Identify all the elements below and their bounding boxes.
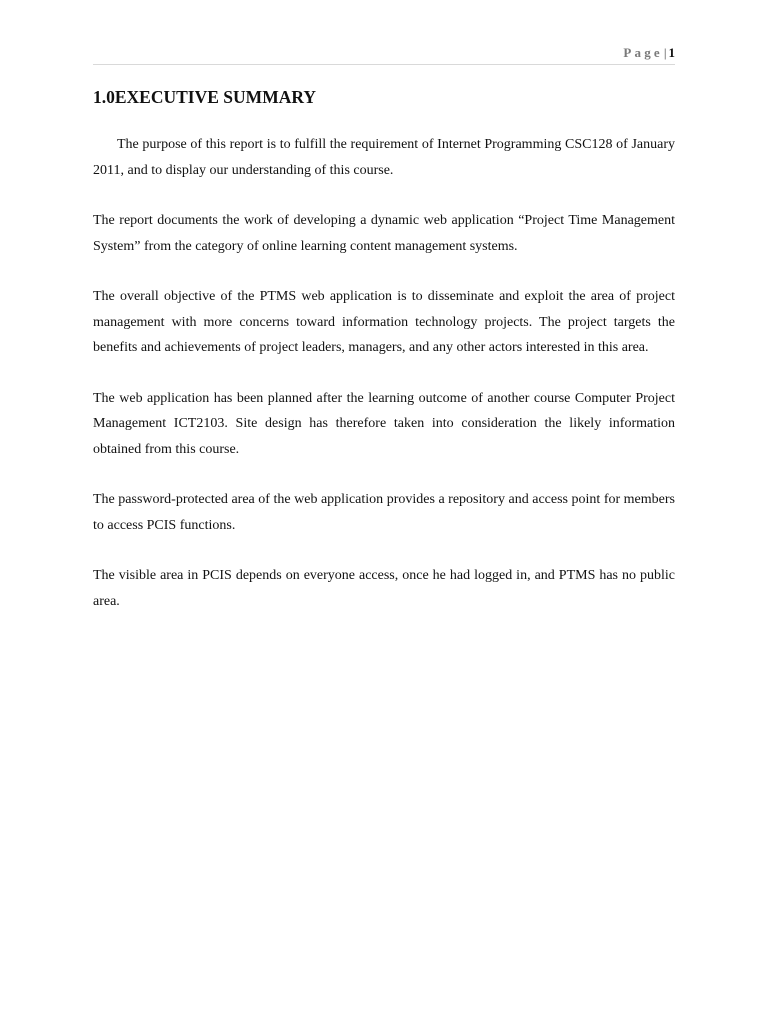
paragraph-purpose: The purpose of this report is to fulfill the requirement of Internet Programming CSC128 of January 2011, and to display our understanding of this course. xyxy=(93,137,675,178)
page-number: 1 xyxy=(668,45,675,60)
paragraph-password-protected-area: The password-protected area of the web application provides a repository and access point for members to access PCIS functions. xyxy=(93,492,675,533)
page-separator: | xyxy=(663,45,667,60)
section-heading: 1.0EXECUTIVE SUMMARY xyxy=(93,87,317,107)
paragraph-overall-objective: The overall objective of the PTMS web application is to disseminate and exploit the area of project management with more concerns toward information technology projects. The project targets the benefits and achievements of project leaders, managers, and any other actors interested in this area. xyxy=(93,289,675,355)
paragraph-visible-area: The visible area in PCIS depends on everyone access, once he had logged in, and PTMS has no public area. xyxy=(93,568,675,609)
paragraph-report-documents: The report documents the work of developing a dynamic web application “Project Time Management System” from the category of online learning content management systems. xyxy=(93,213,675,254)
document-body xyxy=(93,86,675,639)
page-header xyxy=(93,44,675,65)
paragraph-web-application-planning: The web application has been planned after the learning outcome of another course Computer Project Management ICT2103. Site design has therefore taken into consideration the likely information obtained from this course. xyxy=(93,390,675,457)
page-label: Page xyxy=(623,45,663,60)
